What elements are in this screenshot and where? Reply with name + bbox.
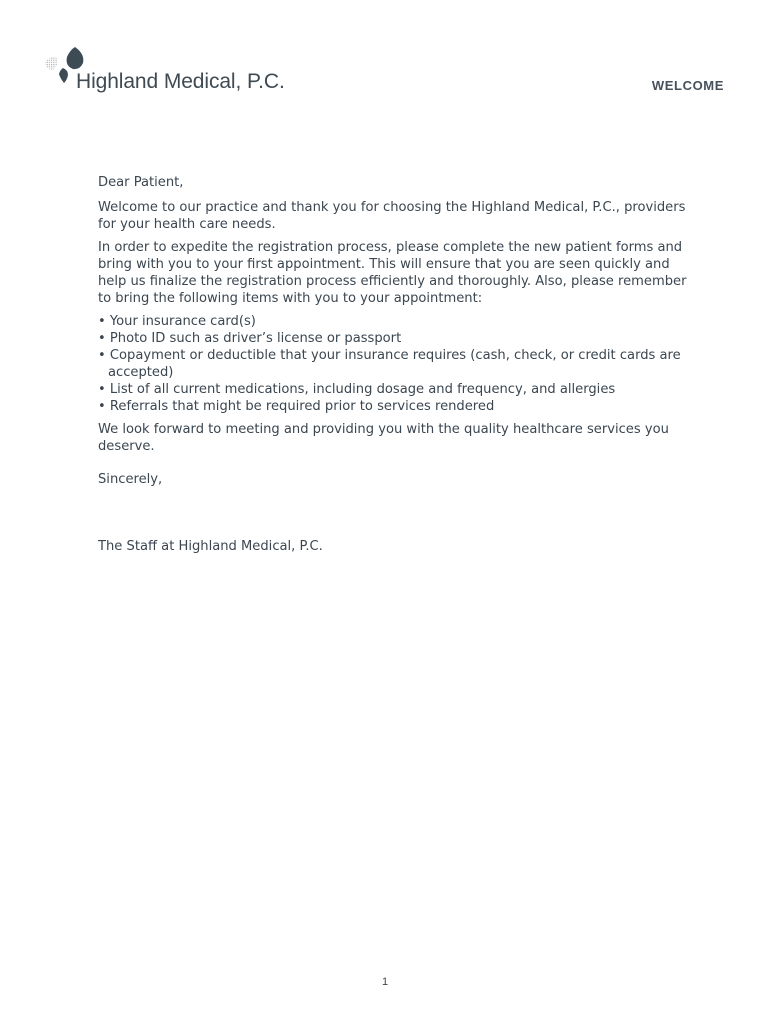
list-item: • Referrals that might be required prior to services rendered [98,399,495,414]
signature: The Staff at Highland Medical, P.C. [98,539,323,554]
list-item: • Your insurance card(s) [98,314,256,329]
signoff: Sincerely, [98,472,163,487]
logo-dotted-leaf [45,57,58,70]
list-item: • Photo ID such as driver’s license or passport [98,331,402,346]
section-label: WELCOME [651,78,724,93]
paragraph-welcome: Welcome to our practice and thank you for choosing the Highland Medical, P.C., providers for your health care needs. [98,200,686,232]
logo-small-leaf [59,68,68,83]
list-item: • List of all current medications, including dosage and frequency, and allergies [98,382,616,397]
logo-large-leaf [67,47,84,69]
items-to-bring-list [98,313,698,415]
paragraph-registration: In order to expedite the registration process, please complete the new patient forms and bring with you to your first appointment. This will ensure that you are seen quickly and help us finalize the registration process efficiently and thoroughly. Also, please remember to bring the following items with you to your appointment: [98,240,687,306]
greeting: Dear Patient, [98,175,184,190]
letter-body [98,174,698,555]
page-number: 1 [381,976,389,988]
brand-name: Highland Medical, P.C. [76,70,285,93]
paragraph-closing: We look forward to meeting and providing you with the quality healthcare services you deserve. [98,422,669,454]
list-item: • Copayment or deductible that your insurance requires (cash, check, or credit cards are accepted) [98,348,681,380]
